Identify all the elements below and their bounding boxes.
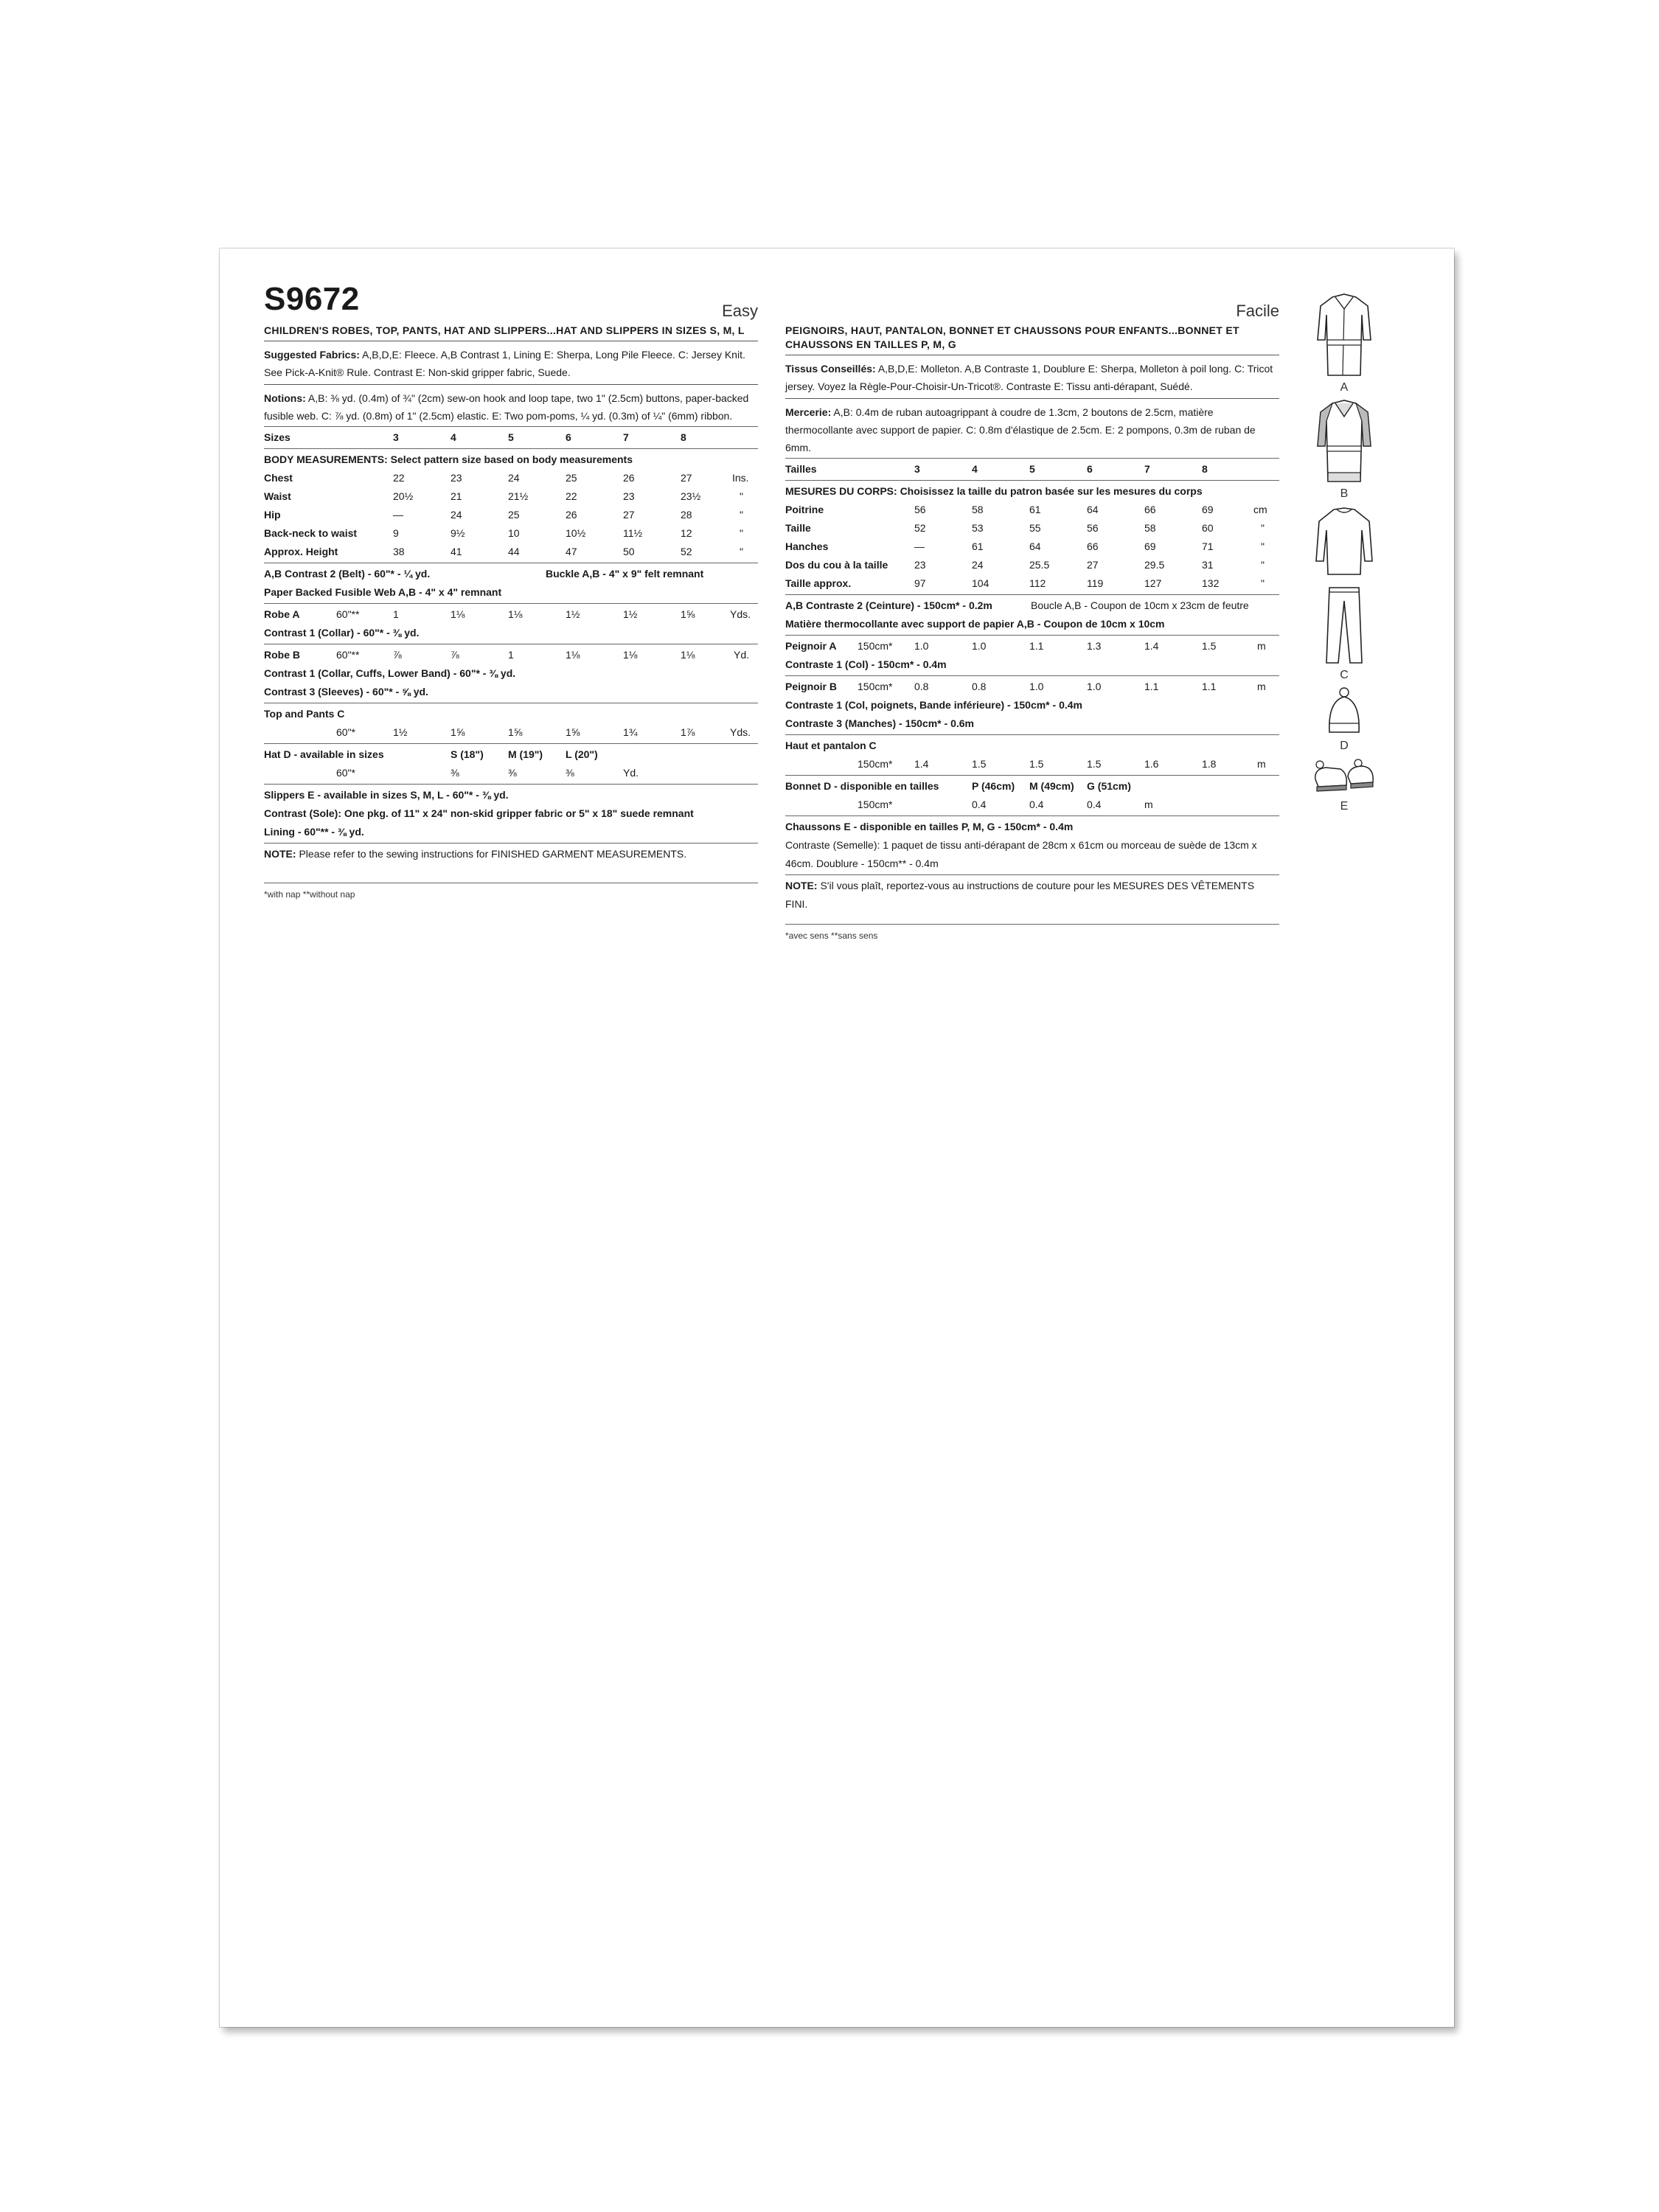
- table-row: 60"* ⅜ ⅜ ⅜ Yd.: [336, 767, 639, 779]
- table-row: 150cm* 1.4 1.5 1.5 1.5 1.6 1.8 m: [858, 758, 1266, 770]
- table-row: Contraste 3 (Manches) - 150cm* - 0.6m: [785, 717, 974, 729]
- sizes-row: Tailles 3 4 5 6 7 8: [785, 463, 1208, 475]
- yardage-table: [785, 460, 1279, 941]
- table-row: Hat D - available in sizes S (18") M (19") L (20"): [264, 748, 598, 760]
- yardage-table: [264, 428, 758, 900]
- table-row: Back-neck to waist 9 9½ 10 10½ 11½ 12 ": [264, 527, 743, 539]
- english-column: [264, 281, 758, 900]
- table-row: A,B Contrast 2 (Belt) - 60"* - ¼ yd. Buckle A,B - 4" x 9" felt remnant: [264, 568, 704, 580]
- table-row: A,B Contraste 2 (Ceinture) - 150cm* - 0.2m Boucle A,B - Coupon de 10cm x 23cm de feutre: [785, 599, 1249, 611]
- view-d: [1304, 686, 1385, 753]
- difficulty-level: Easy: [722, 302, 758, 320]
- table-row: Matière thermocollante avec support de papier A,B - Coupon de 10cm x 10cm: [785, 618, 1165, 630]
- view-e: [1304, 757, 1385, 813]
- table-row: Paper Backed Fusible Web A,B - 4" x 4" remnant: [264, 586, 502, 598]
- note: NOTE: S'il vous plaît, reportez-vous au instructions de couture pour les MESURES DES VÊTEMENTS FINI.: [785, 880, 1255, 910]
- notions: Notions: A,B: ⅜ yd. (0.4m) of ¾" (2cm) sew-on hook and loop tape, two 1" (2.5cm) buttons, paper-backed fusible web. C: ⅞ yd. (0.8m) of 1" (2.5cm) elastic. E: Two pom-poms, ¼ yd. (0.3m) of ¼" (6mm) ribbon.: [264, 392, 749, 422]
- header: [264, 281, 758, 321]
- pattern-title: PEIGNOIRS, HAUT, PANTALON, BONNET ET CHAUSSONS POUR ENFANTS...BONNET ET CHAUSSONS EN TAILLES P, M, G: [785, 324, 1239, 350]
- robe-b-icon: [1315, 399, 1374, 486]
- table-row: Contrast (Sole): One pkg. of 11" x 24" non-skid gripper fabric or 5" x 18" suede remnant: [264, 807, 694, 819]
- table-row: Taille 52 53 55 56 58 60 ": [785, 522, 1265, 534]
- table-row: Robe B 60"** ⅞ ⅞ 1 1⅛ 1⅛ 1⅛ Yd.: [264, 649, 750, 661]
- contrast-sole: Contraste (Semelle): 1 paquet de tissu anti-dérapant de 28cm x 61cm ou morceau de suède de 13cm x 46cm. Doublure - 150cm** - 0.4m: [785, 839, 1257, 869]
- view-illustrations: [1304, 293, 1385, 813]
- table-row: Contraste 1 (Col, poignets, Bande inférieure) - 150cm* - 0.4m: [785, 699, 1082, 711]
- pattern-title: CHILDREN'S ROBES, TOP, PANTS, HAT AND SLIPPERS...HAT AND SLIPPERS IN SIZES S, M, L: [264, 324, 745, 336]
- view-a: [1304, 293, 1385, 394]
- table-row: Chest 22 23 24 25 26 27 Ins.: [264, 472, 749, 484]
- footnote: *avec sens **sans sens: [785, 931, 878, 941]
- table-row: Contrast 3 (Sleeves) - 60"* - ⅝ yd.: [264, 686, 428, 698]
- view-label: D: [1340, 740, 1349, 752]
- view-b: [1304, 399, 1385, 501]
- table-row: 60"* 1½ 1⅝ 1⅝ 1⅝ 1¾ 1⅞ Yds.: [336, 726, 751, 738]
- table-row: Hanches — 61 64 66 69 71 ": [785, 540, 1265, 552]
- view-c: [1304, 505, 1385, 682]
- table-row: Approx. Height 38 41 44 47 50 52 ": [264, 546, 743, 557]
- footnote: *with nap **without nap: [264, 889, 355, 900]
- table-row: Slippers E - available in sizes S, M, L - 60"* - ⅜ yd.: [264, 789, 509, 801]
- table-row: Waist 20½ 21 21½ 22 23 23½ ": [264, 490, 743, 502]
- pattern-code: S9672: [264, 281, 360, 317]
- difficulty-level: Facile: [1236, 302, 1279, 320]
- french-column: [785, 284, 1279, 941]
- suggested-fabrics: Tissus Conseillés: A,B,D,E: Molleton. A,B Contraste 1, Doublure E: Sherpa, Molleton à poil long. C: Tricot jersey. Voyez la Règle-Pour-Choisir-Un-Tricot®. Contraste E: Tissu anti-dérapant, Suédé.: [785, 363, 1273, 392]
- table-row: Contraste 1 (Col) - 150cm* - 0.4m: [785, 658, 947, 670]
- slippers-icon: [1311, 757, 1377, 799]
- table-row: Taille approx. 97 104 112 119 127 132 ": [785, 577, 1265, 589]
- table-row: 150cm* 0.4 0.4 0.4 m: [858, 799, 1153, 810]
- table-row: Dos du cou à la taille 23 24 25.5 27 29.5 31 ": [785, 559, 1265, 571]
- table-row: Top and Pants C: [264, 708, 345, 720]
- table-row: Poitrine 56 58 61 64 66 69 cm: [785, 504, 1267, 515]
- table-row: Peignoir B 150cm* 0.8 0.8 1.0 1.0 1.1 1.1 m: [785, 681, 1266, 692]
- body-measurements-header: BODY MEASUREMENTS: Select pattern size based on body measurements: [264, 453, 633, 465]
- view-label: A: [1340, 381, 1349, 394]
- notions: Mercerie: A,B: 0.4m de ruban autoagrippant à coudre de 1.3cm, 2 boutons de 2.5cm, matière thermocollante avec support de papier. C: 0.8m d'élastique de 2.5cm. E: 2 pompons, 0.3m de ruban de 6mm.: [785, 406, 1256, 453]
- table-row: Contrast 1 (Collar) - 60"* - ⅜ yd.: [264, 627, 420, 639]
- table-row: Hip — 24 25 26 27 28 ": [264, 509, 743, 521]
- sizes-row: Sizes 3 4 5 6 7 8: [264, 431, 686, 443]
- top-and-pants-icon: [1315, 505, 1374, 667]
- header: [785, 284, 1279, 321]
- table-row: Peignoir A 150cm* 1.0 1.0 1.1 1.3 1.4 1.5 m: [785, 640, 1266, 652]
- table-row: Chaussons E - disponible en tailles P, M, G - 150cm* - 0.4m: [785, 821, 1074, 832]
- hat-icon: [1322, 686, 1366, 738]
- view-label: B: [1340, 487, 1349, 500]
- table-row: Haut et pantalon C: [785, 740, 877, 751]
- note: NOTE: Please refer to the sewing instructions for FINISHED GARMENT MEASUREMENTS.: [264, 848, 687, 860]
- table-row: Bonnet D - disponible en tailles P (46cm) M (49cm) G (51cm): [785, 780, 1131, 792]
- suggested-fabrics: Suggested Fabrics: A,B,D,E: Fleece. A,B Contrast 1, Lining E: Sherpa, Long Pile Fleece. C: Jersey Knit. See Pick-A-Knit® Rule. Contrast E: Non-skid gripper fabric, Suede.: [264, 349, 745, 378]
- table-row: Lining - 60"** - ⅜ yd.: [264, 826, 364, 838]
- view-label: C: [1340, 669, 1349, 681]
- pattern-sheet: [220, 248, 1454, 2027]
- body-measurements-header: MESURES DU CORPS: Choisissez la taille du patron basée sur les mesures du corps: [785, 485, 1203, 497]
- robe-a-icon: [1316, 293, 1372, 380]
- table-row: Contrast 1 (Collar, Cuffs, Lower Band) - 60"* - ⅜ yd.: [264, 667, 516, 679]
- table-row: Robe A 60"** 1 1⅛ 1⅛ 1½ 1½ 1⅝ Yds.: [264, 608, 751, 620]
- view-label: E: [1340, 800, 1349, 813]
